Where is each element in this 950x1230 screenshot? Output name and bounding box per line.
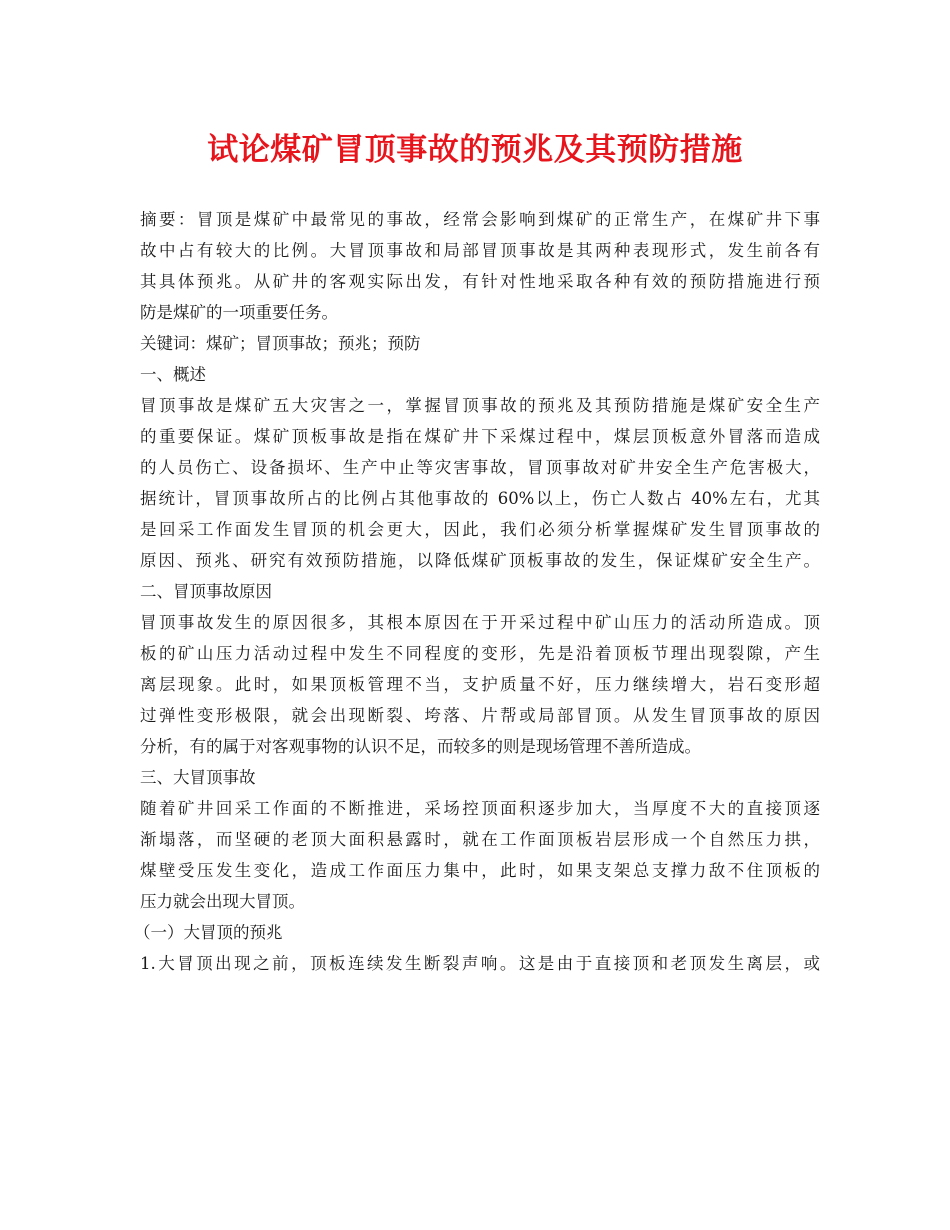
paragraph-line: 随着矿井回采工作面的不断推进，采场控顶面积逐步加大，当厚度不大的直接顶逐 xyxy=(140,799,820,818)
section-heading: 一、概述 xyxy=(140,365,206,384)
document-body xyxy=(134,204,820,979)
keywords-line: 关键词：煤矿；冒顶事故；预兆；预防 xyxy=(140,334,421,353)
paragraph-line: 冒顶事故发生的原因很多，其根本原因在于开采过程中矿山压力的活动所造成。顶 xyxy=(140,613,820,632)
paragraph-line: 冒顶事故是煤矿五大灾害之一，掌握冒顶事故的预兆及其预防措施是煤矿安全生产 xyxy=(140,396,820,415)
section-heading: 三、大冒顶事故 xyxy=(140,768,256,787)
paragraph-line: 1.大冒顶出现之前，顶板连续发生断裂声响。这是由于直接顶和老顶发生离层，或 xyxy=(140,954,820,973)
abstract-line: 故中占有较大的比例。大冒顶事故和局部冒顶事故是其两种表现形式，发生前各有 xyxy=(140,241,820,260)
paragraph-line: 据统计，冒顶事故所占的比例占其他事故的 60%以上，伤亡人数占 40%左右，尤其 xyxy=(140,489,820,508)
paragraph-line: 的人员伤亡、设备损坏、生产中止等灾害事故，冒顶事故对矿井安全生产危害极大， xyxy=(140,458,820,477)
paragraph-line: 压力就会出现大冒顶。 xyxy=(140,892,305,911)
paragraph-line: 离层现象。此时，如果顶板管理不当，支护质量不好，压力继续增大，岩石变形超 xyxy=(140,675,820,694)
subsection-heading: （一）大冒顶的预兆 xyxy=(134,923,283,942)
paragraph-line: 分析，有的属于对客观事物的认识不足，而较多的则是现场管理不善所造成。 xyxy=(140,737,701,756)
paragraph-line: 是回采工作面发生冒顶的机会更大，因此，我们必须分析掌握煤矿发生冒顶事故的 xyxy=(140,520,820,539)
paragraph-line: 煤壁受压发生变化，造成工作面压力集中，此时，如果支架总支撑力敌不住顶板的 xyxy=(140,861,820,880)
paragraph-line: 原因、预兆、研究有效预防措施，以降低煤矿顶板事故的发生，保证煤矿安全生产。 xyxy=(140,551,820,570)
abstract-line: 其具体预兆。从矿井的客观实际出发，有针对性地采取各种有效的预防措施进行预 xyxy=(140,272,820,291)
abstract-line: 摘要：冒顶是煤矿中最常见的事故，经常会影响到煤矿的正常生产，在煤矿井下事 xyxy=(140,210,820,229)
paragraph-line: 渐塌落，而坚硬的老顶大面积悬露时，就在工作面顶板岩层形成一个自然压力拱， xyxy=(140,830,820,849)
section-heading: 二、冒顶事故原因 xyxy=(140,582,272,601)
document-title: 试论煤矿冒顶事故的预兆及其预防措施 xyxy=(207,132,743,168)
paragraph-line: 板的矿山压力活动过程中发生不同程度的变形，先是沿着顶板节理出现裂隙，产生 xyxy=(140,644,820,663)
paragraph-line: 的重要保证。煤矿顶板事故是指在煤矿井下采煤过程中，煤层顶板意外冒落而造成 xyxy=(140,427,820,446)
paragraph-line: 过弹性变形极限，就会出现断裂、垮落、片帮或局部冒顶。从发生冒顶事故的原因 xyxy=(140,706,820,725)
abstract-line: 防是煤矿的一项重要任务。 xyxy=(140,303,338,322)
